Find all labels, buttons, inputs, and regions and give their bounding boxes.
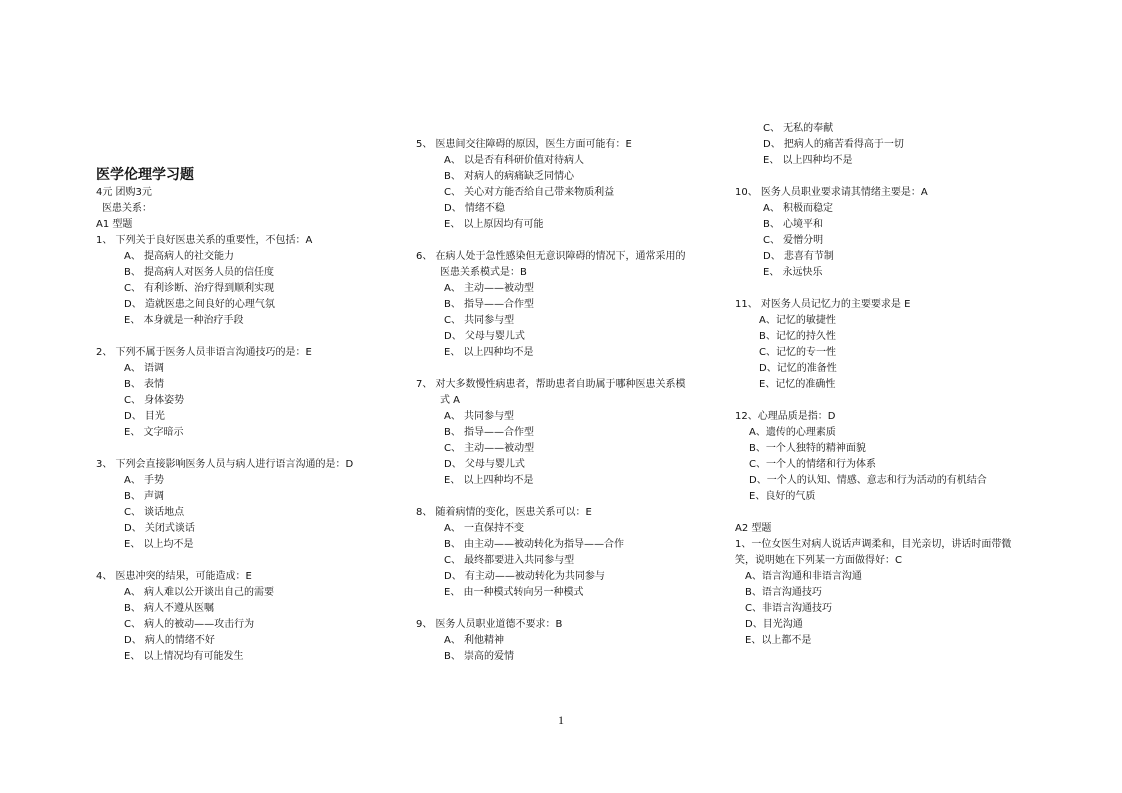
q11-option-a: A、记忆的敏捷性 xyxy=(759,315,836,326)
question-8: 8、 随着病情的变化，医患关系可以：E xyxy=(416,507,592,518)
q12-option-d: D、一个人的认知、情感、意志和行为活动的有机结合 xyxy=(749,475,987,486)
q5-option-d: D、 情绪不稳 xyxy=(444,203,505,214)
q1-option-b: B、 提高病人对医务人员的信任度 xyxy=(124,267,275,278)
q5-option-e: E、 以上原因均有可能 xyxy=(444,219,544,230)
q8-option-e: E、 由一种模式转向另一种模式 xyxy=(444,587,584,598)
document-title: 医学伦理学习题 xyxy=(96,167,194,183)
q10-option-e: E、 永远快乐 xyxy=(763,267,823,278)
q1-option-e: E、 本身就是一种治疗手段 xyxy=(124,315,244,326)
q8-option-c: C、 最终都要进入共同参与型 xyxy=(444,555,575,566)
q6-option-d: D、 父母与婴儿式 xyxy=(444,331,525,342)
q9-option-c: C、 无私的奉献 xyxy=(763,123,834,134)
q6-option-a: A、 主动——被动型 xyxy=(444,283,535,294)
question-9: 9、 医务人员职业道德不要求：B xyxy=(416,619,563,630)
q2-option-e: E、 文字暗示 xyxy=(124,427,184,438)
q10-option-d: D、 悲喜有节制 xyxy=(763,251,834,262)
q8-option-d: D、 有主动——被动转化为共同参与 xyxy=(444,571,605,582)
q7-option-a: A、 共同参与型 xyxy=(444,411,515,422)
a2-question-1: 1、一位女医生对病人说话声调柔和，目光亲切，讲话时面带微 xyxy=(735,539,1012,550)
q5-option-b: B、 对病人的病痛缺乏同情心 xyxy=(444,171,575,182)
q6-option-c: C、 共同参与型 xyxy=(444,315,515,326)
q4-option-d: D、 病人的情绪不好 xyxy=(124,635,215,646)
q1-option-a: A、 提高病人的社交能力 xyxy=(124,251,235,262)
q7-option-e: E、 以上四种均不是 xyxy=(444,475,534,486)
question-1: 1、 下列关于良好医患关系的重要性，不包括：A xyxy=(96,235,313,246)
q2-option-a: A、 语调 xyxy=(124,363,165,374)
section-heading: 医患关系： xyxy=(102,203,152,214)
question-7: 7、 对大多数慢性病患者，帮助患者自助属于哪种医患关系模 xyxy=(416,379,686,390)
q8-option-a: A、 一直保持不变 xyxy=(444,523,525,534)
q9-option-a: A、 利他精神 xyxy=(444,635,505,646)
q4-option-b: B、 病人不遵从医嘱 xyxy=(124,603,215,614)
q11-option-c: C、记忆的专一性 xyxy=(759,347,836,358)
q4-option-a: A、 病人难以公开谈出自己的需要 xyxy=(124,587,275,598)
q11-option-e: E、记忆的准确性 xyxy=(759,379,836,390)
q10-option-c: C、 爱憎分明 xyxy=(763,235,824,246)
question-type-a1: A1 型题 xyxy=(96,219,133,230)
q1-option-c: C、 有利诊断、治疗得到顺利实现 xyxy=(124,283,275,294)
a2-option-e: E、以上都不是 xyxy=(745,635,812,646)
q4-option-c: C、 病人的被动——攻击行为 xyxy=(124,619,255,630)
q11-option-b: B、记忆的持久性 xyxy=(759,331,836,342)
q2-option-b: B、 表情 xyxy=(124,379,165,390)
q7-option-c: C、 主动——被动型 xyxy=(444,443,535,454)
question-6-cont: 医患关系模式是：B xyxy=(440,267,527,278)
page-number: 1 xyxy=(558,713,564,727)
q3-option-c: C、 谈话地点 xyxy=(124,507,185,518)
q6-option-e: E、 以上四种均不是 xyxy=(444,347,534,358)
q3-option-d: D、 关闭式谈话 xyxy=(124,523,195,534)
question-11: 11、 对医务人员记忆力的主要要求是 E xyxy=(735,299,911,310)
q3-option-a: A、 手势 xyxy=(124,475,165,486)
q9-option-b: B、 崇高的爱情 xyxy=(444,651,515,662)
question-10: 10、 医务人员职业要求请其情绪主要是：A xyxy=(735,187,928,198)
q5-option-c: C、 关心对方能否给自己带来物质利益 xyxy=(444,187,615,198)
q12-option-a: A、遗传的心理素质 xyxy=(749,427,836,438)
a2-option-b: B、语言沟通技巧 xyxy=(745,587,822,598)
question-3: 3、 下列会直接影响医务人员与病人进行语言沟通的是：D xyxy=(96,459,354,470)
question-5: 5、 医患间交往障碍的原因，医生方面可能有：E xyxy=(416,139,632,150)
q2-option-c: C、 身体姿势 xyxy=(124,395,185,406)
q1-option-d: D、 造就医患之间良好的心理气氛 xyxy=(124,299,275,310)
q12-option-e: E、良好的气质 xyxy=(749,491,816,502)
q8-option-b: B、 由主动——被动转化为指导——合作 xyxy=(444,539,625,550)
q11-option-d: D、记忆的准备性 xyxy=(759,363,837,374)
q12-option-b: B、一个人独特的精神面貌 xyxy=(749,443,866,454)
q9-option-e: E、 以上四种均不是 xyxy=(763,155,853,166)
q2-option-d: D、 目光 xyxy=(124,411,165,422)
a2-option-a: A、语言沟通和非语言沟通 xyxy=(745,571,862,582)
a2-option-c: C、非语言沟通技巧 xyxy=(745,603,832,614)
question-type-a2: A2 型题 xyxy=(735,523,772,534)
q7-option-d: D、 父母与婴儿式 xyxy=(444,459,525,470)
q9-option-d: D、 把病人的痛苦看得高于一切 xyxy=(763,139,904,150)
q5-option-a: A、 以是否有科研价值对待病人 xyxy=(444,155,585,166)
q10-option-a: A、 积极而稳定 xyxy=(763,203,834,214)
q12-option-c: C、一个人的情绪和行为体系 xyxy=(749,459,876,470)
q6-option-b: B、 指导——合作型 xyxy=(444,299,535,310)
question-7-cont: 式 A xyxy=(440,395,461,406)
q3-option-b: B、 声调 xyxy=(124,491,165,502)
q3-option-e: E、 以上均不是 xyxy=(124,539,194,550)
question-12: 12、心理品质是指：D xyxy=(735,411,836,422)
q7-option-b: B、 指导——合作型 xyxy=(444,427,535,438)
q10-option-b: B、 心境平和 xyxy=(763,219,824,230)
question-2: 2、 下列不属于医务人员非语言沟通技巧的是：E xyxy=(96,347,312,358)
question-4: 4、 医患冲突的结果，可能造成：E xyxy=(96,571,252,582)
q4-option-e: E、 以上情况均有可能发生 xyxy=(124,651,244,662)
price-line: 4元 团购3元 xyxy=(96,187,152,198)
a2-question-1-cont: 笑，说明她在下列某一方面做得好：C xyxy=(735,555,902,566)
question-6: 6、 在病人处于急性感染但无意识障碍的情况下，通常采用的 xyxy=(416,251,686,262)
a2-option-d: D、目光沟通 xyxy=(745,619,803,630)
